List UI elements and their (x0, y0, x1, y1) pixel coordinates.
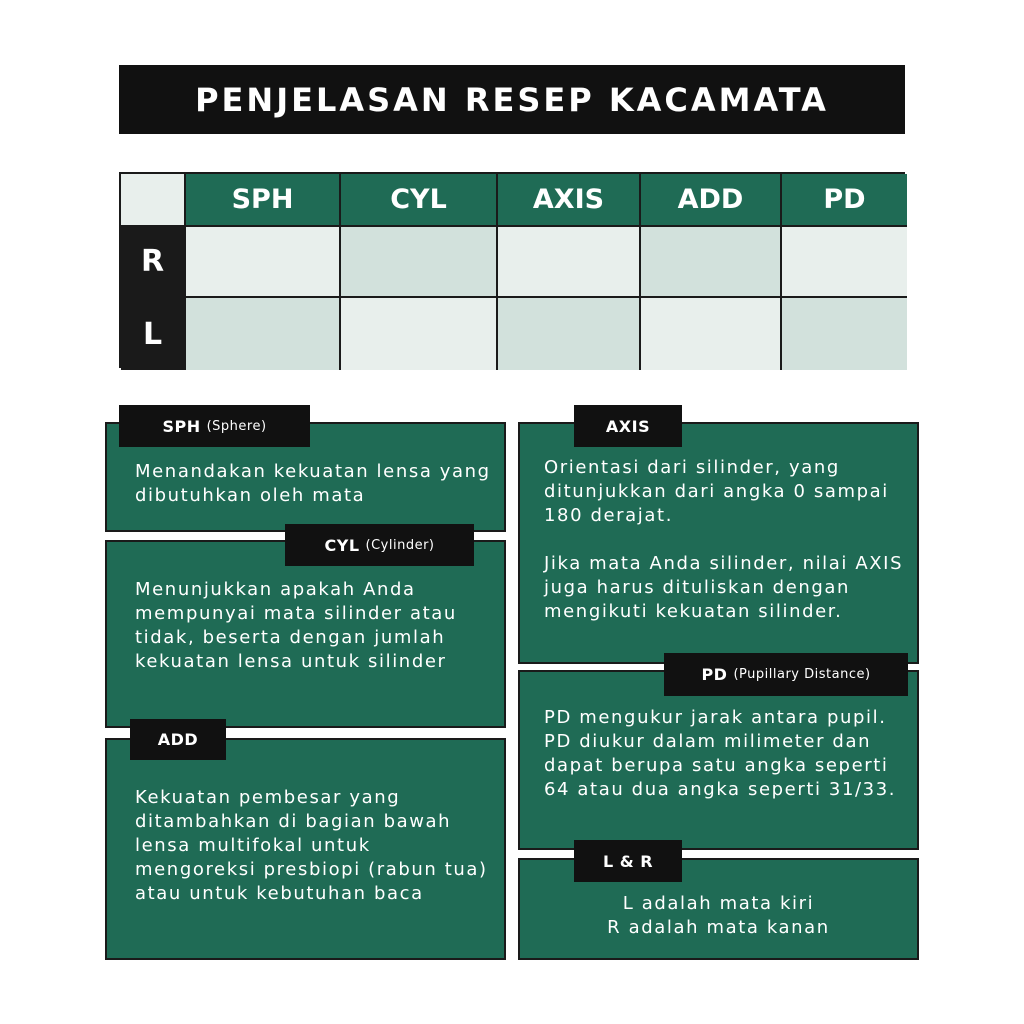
lr-line-right: R adalah mata kanan (607, 917, 830, 938)
add-description: Kekuatan pembesar yang ditambahkan di bagian bawah lensa multifokal untuk mengoreksi presbiopi (rabun tua) atau untuk kebutuhan baca (135, 787, 488, 904)
cyl-description: Menunjukkan apakah Anda mempunyai mata silinder atau tidak, beserta dengan jumlah kekuatan lensa untuk silinder (135, 579, 457, 672)
cyl-tag-label: CYL (324, 535, 360, 555)
table-cell-r-sph (186, 227, 341, 298)
table-header-cyl: CYL (341, 174, 498, 227)
add-card (105, 738, 506, 960)
sph-tag-sub: (Sphere) (206, 418, 267, 434)
lr-tag (574, 840, 682, 882)
axis-tag-label: AXIS (605, 416, 651, 436)
lr-description (520, 892, 917, 940)
table-cell-r-cyl (341, 227, 498, 298)
sph-tag (119, 405, 310, 447)
table-header-sph: SPH (186, 174, 341, 227)
cyl-tag-sub: (Cylinder) (365, 537, 435, 553)
cyl-tag (285, 524, 474, 566)
prescription-table (119, 172, 905, 368)
table-cell-r-add (641, 227, 782, 298)
pd-tag (664, 653, 908, 696)
sph-description: Menandakan kekuatan lensa yang dibutuhkan oleh mata (135, 461, 491, 506)
lr-line-left: L adalah mata kiri (622, 893, 815, 914)
table-cell-l-sph (186, 298, 341, 370)
pd-tag-sub: (Pupillary Distance) (733, 667, 871, 682)
axis-description-1: Orientasi dari silinder, yang ditunjukkan dari angka 0 sampai 180 derajat. (544, 457, 889, 526)
table-row-label-r: R (121, 227, 186, 298)
table-cell-l-axis (498, 298, 641, 370)
cyl-card (105, 537, 506, 728)
pd-card (518, 670, 919, 850)
table-cell-l-add (641, 298, 782, 370)
axis-tag (574, 405, 682, 447)
axis-card (518, 422, 919, 664)
table-header-pd: PD (782, 174, 907, 227)
lr-tag-label: L & R (602, 851, 654, 871)
table-header-add: ADD (641, 174, 782, 227)
table-cell-l-cyl (341, 298, 498, 370)
add-tag-label: ADD (157, 730, 199, 749)
axis-description (544, 456, 910, 624)
axis-description-2: Jika mata Anda silinder, nilai AXIS juga harus dituliskan dengan mengikuti kekuatan silinder. (544, 553, 904, 622)
table-cell-r-axis (498, 227, 641, 298)
page-title: PENJELASAN RESEP KACAMATA (119, 65, 905, 134)
table-cell-l-pd (782, 298, 907, 370)
table-row-label-l: L (121, 298, 186, 370)
sph-tag-label: SPH (162, 416, 201, 436)
add-tag (130, 719, 226, 760)
table-cell-r-pd (782, 227, 907, 298)
table-corner-cell (121, 174, 186, 227)
pd-tag-label: PD (701, 665, 728, 684)
pd-description: PD mengukur jarak antara pupil. PD diukur dalam milimeter dan dapat berupa satu angka seperti 64 atau dua angka seperti 31/33. (544, 707, 897, 800)
table-header-axis: AXIS (498, 174, 641, 227)
